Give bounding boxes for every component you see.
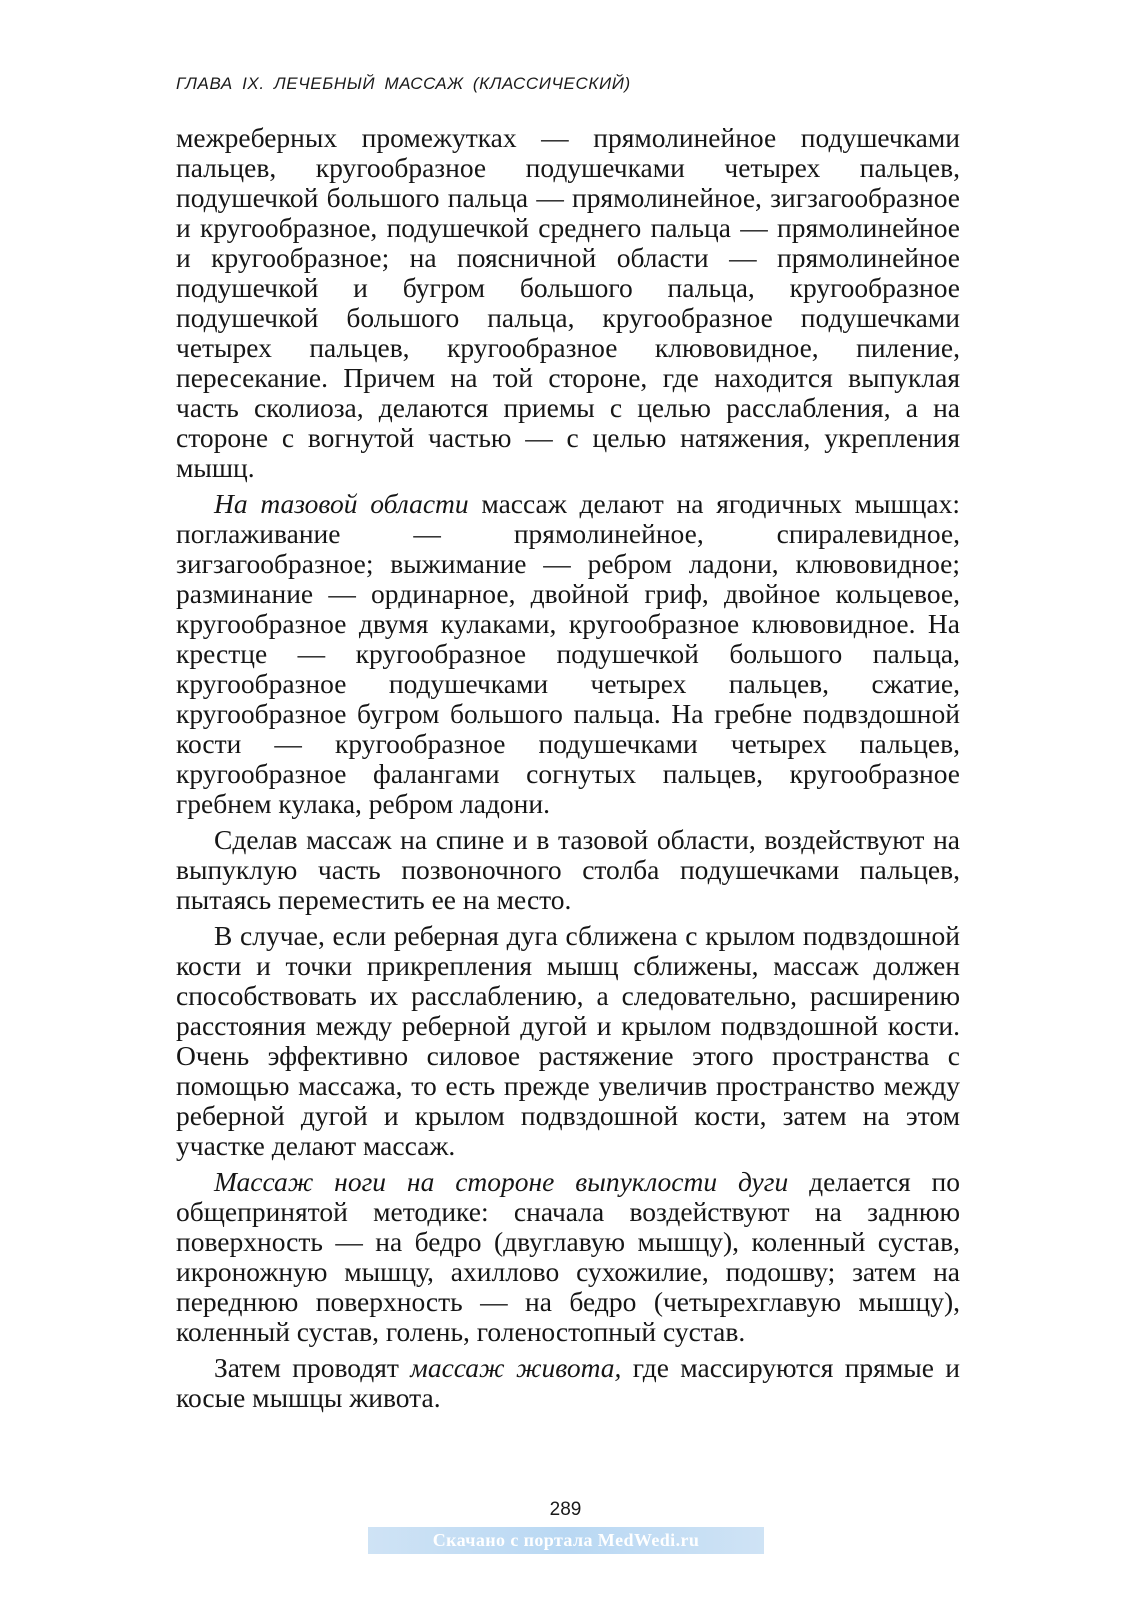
paragraph-4: В случае, если реберная дуга сближена с крылом подвздошной кости и точки прикрепления мышц сближены, массаж должен способствовать их расслаблению, а следовательно, расширению расстояния между реберной дугой и крылом подвздошной кости. Очень эффективно силовое растяжение этого пространства с помощью массажа, то есть прежде увеличив пространство между реберной дугой и крылом подвздошной кости, затем на этом участке делают массаж. — [176, 920, 960, 1161]
paragraph-5-italic-lead: Массаж ноги на стороне выпуклости дуги — [214, 1166, 789, 1197]
paragraph-2-text: массаж делают на ягодичных мышцах: поглаживание — прямолинейное, спиралевидное, зигзагообразное; выжимание — ребром ладони, клювовидное; разминание — ординарное, двойной гриф, двойное кольцевое, кругообразное двумя кулаками, кругообразное клювовидное. На крестце — кругообразное подушечкой большого пальца, кругообразное подушечками четырех пальцев, сжатие, кругообразное бугром большого пальца. На гребне подвздошной кости — кругообразное подушечками четырех пальцев, кругообразное фалангами согнутых пальцев, кругообразное гребнем кулака, ребром ладони. — [176, 488, 960, 819]
paragraph-1: межреберных промежутках — прямолинейное подушечками пальцев, кругообразное подушечками четырех пальцев, подушечкой большого пальца — прямолинейное, зигзагообразное и кругообразное, подушечкой среднего пальца — прямолинейное и кругообразное; на поясничной области — прямолинейное подушечкой и бугром большого пальца, кругообразное подушечкой большого пальца, кругообразное подушечками четырех пальцев, кругообразное клювовидное, пиление, пересекание. Причем на той стороне, где находится выпуклая часть сколиоза, делаются приемы с целью расслабления, а на стороне с вогнутой частью — с целью натяжения, укрепления мышц. — [176, 122, 960, 483]
running-head: ГЛАВА IX. ЛЕЧЕБНЫЙ МАССАЖ (КЛАССИЧЕСКИЙ) — [176, 74, 631, 93]
paragraph-2-italic-lead: На тазовой области — [214, 488, 469, 519]
paragraph-6 — [176, 1353, 960, 1413]
body-text — [176, 123, 960, 1419]
paragraph-5-text: делается по общепринятой методике: сначала воздействуют на заднюю поверхность — на бедро (двуглавую мышцу), коленный сустав, икроножную мышцу, ахиллово сухожилие, подошву; затем на переднюю поверхность — на бедро (четырехглавую мышцу), коленный сустав, голень, голеностопный сустав. — [176, 1166, 960, 1347]
paragraph-6-text-start: Затем проводят — [214, 1352, 411, 1383]
paragraph-2 — [176, 489, 960, 819]
paragraph-5 — [176, 1167, 960, 1347]
page-number: 289 — [549, 1499, 582, 1520]
download-watermark-banner: Скачано с портала MedWedi.ru — [368, 1527, 764, 1554]
paragraph-6-italic: массаж живота, — [410, 1352, 622, 1383]
paragraph-6-text-end: где массируются прямые и косые мышцы живота. — [176, 1352, 960, 1413]
paragraph-3: Сделав массаж на спине и в тазовой области, воздействуют на выпуклую часть позвоночного столба подушечками пальцев, пытаясь переместить ее на место. — [176, 824, 960, 915]
